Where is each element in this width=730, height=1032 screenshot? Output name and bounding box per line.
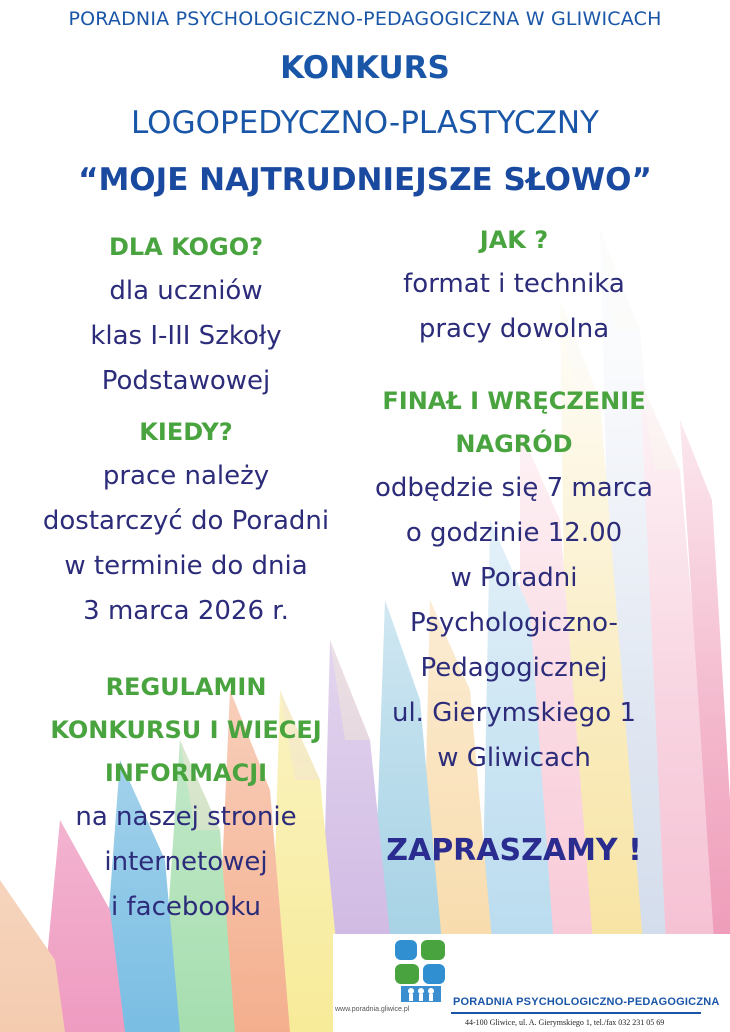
organization-logo-icon: [391, 938, 449, 1006]
for-whom-line: dla uczniów: [109, 276, 263, 306]
section-for-whom: [0, 226, 372, 404]
when-heading: KIEDY?: [139, 418, 233, 446]
invitation-text: ZAPRASZAMY !: [386, 833, 642, 868]
final-line: ul. Gierymskiego 1: [391, 698, 637, 728]
section-final: [332, 380, 696, 781]
footer-website: www.poradnia.gliwice.pl: [335, 1006, 410, 1013]
rules-heading-line: INFORMACJI: [104, 759, 268, 787]
how-line: pracy dowolna: [418, 314, 610, 344]
final-heading-line: FINAŁ I WRĘCZENIE: [382, 387, 646, 415]
rules-line: na naszej stronie: [75, 802, 297, 832]
title-subtitle: LOGOPEDYCZNO-PLASTYCZNY: [131, 105, 599, 141]
how-line: format i technika: [403, 269, 625, 299]
final-heading-line: NAGRÓD: [455, 430, 573, 458]
final-line: Pedagogicznej: [420, 653, 608, 683]
for-whom-line: klas I-III Szkoły: [90, 321, 282, 351]
for-whom-line: Podstawowej: [101, 366, 271, 396]
final-line: o godzinie 12.00: [405, 518, 623, 548]
final-line: w Poradni: [450, 563, 578, 593]
for-whom-heading: DLA KOGO?: [108, 233, 264, 261]
final-line: Psychologiczno-: [410, 608, 618, 638]
footer-divider: [451, 1012, 701, 1014]
section-rules: [0, 666, 372, 930]
footer-logo-block: [333, 934, 730, 1032]
section-when: [0, 411, 372, 634]
rules-heading-line: KONKURSU I WIECEJ: [50, 716, 322, 744]
when-line: w terminie do dnia: [64, 551, 308, 581]
final-line: odbędzie się 7 marca: [375, 473, 653, 503]
rules-heading-line: REGULAMIN: [105, 673, 267, 701]
when-line: dostarczyć do Poradni: [42, 506, 330, 536]
organization-header: PORADNIA PSYCHOLOGICZNO-PEDAGOGICZNA W GLIWICACH: [68, 8, 662, 30]
title-konkurs: KONKURS: [280, 50, 450, 86]
how-heading: JAK ?: [479, 226, 549, 254]
rules-line: internetowej: [104, 847, 268, 877]
footer-address: 44-100 Gliwice, ul. A. Gierymskiego 1, tel./fax 032 231 05 69: [465, 1018, 665, 1027]
footer-organization: PORADNIA PSYCHOLOGICZNO-PEDAGOGICZNA: [453, 996, 720, 1008]
final-line: w Gliwicach: [437, 743, 591, 773]
title-contest-name: “MOJE NAJTRUDNIEJSZE SŁOWO”: [78, 162, 652, 198]
rules-line: i facebooku: [111, 892, 261, 922]
when-line: prace należy: [102, 461, 270, 491]
when-line: 3 marca 2026 r.: [83, 596, 289, 626]
section-how: [332, 219, 696, 352]
